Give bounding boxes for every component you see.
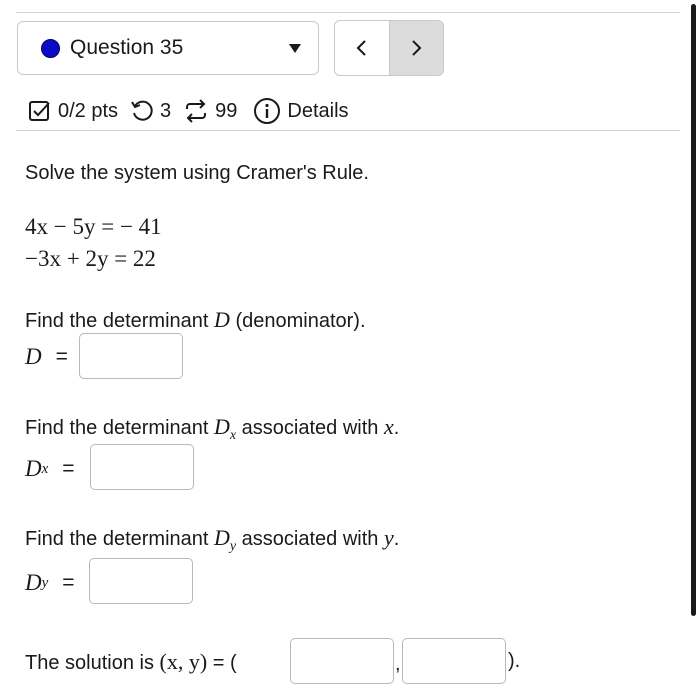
prompt-text: .: [393, 417, 400, 439]
chevron-right-icon: [409, 38, 423, 58]
determinant-d-input[interactable]: [79, 333, 183, 379]
prompt-text: Find the determinant: [25, 417, 214, 439]
prompt-subscript: x: [229, 428, 237, 443]
prompt-text: = (: [207, 652, 237, 674]
points-text: 0/2 pts: [58, 99, 119, 122]
question-nav: [334, 20, 444, 76]
determinant-dx-input[interactable]: [90, 444, 194, 490]
attempts-count: 3: [160, 99, 172, 122]
determinant-d-label: [25, 344, 68, 370]
question-meta-bar: [28, 92, 349, 130]
solution-close: ).: [508, 650, 521, 672]
equation-2: −3x + 2y = 22: [25, 246, 156, 271]
determinant-dx-prompt: [25, 414, 399, 444]
checkbox-edit-icon: [28, 99, 52, 123]
retries-count: 99: [215, 99, 238, 122]
info-icon[interactable]: [253, 97, 281, 125]
equation-1: 4x − 5y = − 41: [25, 214, 162, 239]
prompt-text: .: [393, 528, 400, 550]
scrollbar[interactable]: [689, 0, 697, 616]
chevron-left-icon: [355, 38, 369, 58]
prompt-symbol: D: [214, 307, 230, 332]
question-select-label: Question 35: [70, 36, 184, 59]
determinant-d-prompt: [25, 307, 366, 333]
determinant-dy-label: [25, 570, 75, 596]
label-symbol: D: [25, 456, 42, 481]
solution-comma: ,: [395, 653, 401, 675]
determinant-dy-input[interactable]: [89, 558, 193, 604]
previous-question-button[interactable]: [335, 21, 389, 75]
determinant-dy-prompt: [25, 525, 399, 555]
solution-pair: (x, y): [159, 649, 208, 674]
prompt-text: The solution is: [25, 652, 160, 674]
prompt-symbol: D: [214, 525, 230, 550]
solution-prompt: [25, 649, 237, 675]
prompt-text: Find the determinant: [25, 310, 214, 332]
undo-icon: [130, 99, 154, 123]
prompt-text: (denominator).: [229, 310, 366, 332]
prompt-symbol: D: [214, 414, 230, 439]
label-subscript: y: [41, 574, 49, 591]
equals-sign: =: [62, 571, 75, 594]
caret-down-icon: [289, 44, 301, 53]
prompt-text: Find the determinant: [25, 528, 214, 550]
question-select[interactable]: [17, 21, 319, 75]
label-symbol: D: [25, 570, 42, 595]
next-question-button[interactable]: [389, 21, 444, 75]
prompt-variable: y: [383, 525, 394, 550]
solution-y-input[interactable]: [402, 638, 506, 684]
prompt-text: associated with: [236, 528, 384, 550]
status-dot-icon: [41, 39, 60, 58]
problem-prompt: Solve the system using Cramer's Rule.: [25, 162, 369, 184]
details-link[interactable]: Details: [287, 99, 349, 122]
label-symbol: D: [25, 344, 42, 369]
top-divider: [16, 12, 680, 13]
label-subscript: x: [41, 460, 49, 477]
prompt-text: associated with: [236, 417, 384, 439]
determinant-dx-label: [25, 456, 75, 482]
scrollbar-thumb[interactable]: [691, 4, 696, 616]
prompt-variable: x: [383, 414, 394, 439]
equals-sign: =: [55, 345, 68, 368]
prompt-subscript: y: [229, 539, 237, 554]
solution-x-input[interactable]: [290, 638, 394, 684]
equals-sign: =: [62, 457, 75, 480]
meta-divider: [16, 130, 680, 131]
retry-icon: [183, 99, 209, 123]
